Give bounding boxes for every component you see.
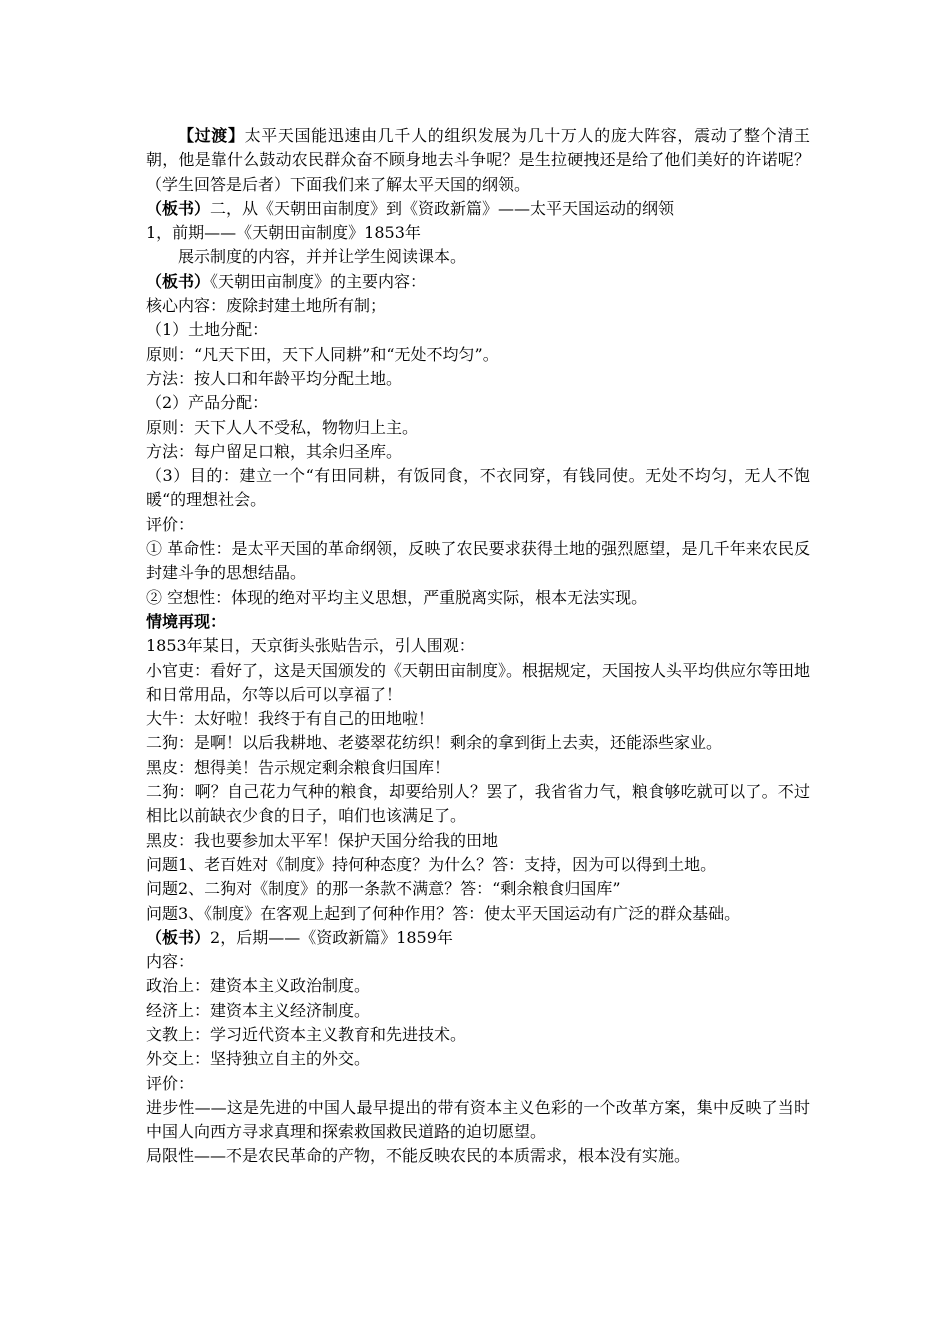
land-method: 方法：按人口和年龄平均分配土地。 <box>146 368 403 388</box>
transition-label: 【过渡】 <box>178 126 245 145</box>
board-label: （板书） <box>146 198 211 218</box>
land-title: （1）土地分配： <box>146 320 269 340</box>
board-text: 2，后期——《资政新篇》1859年 <box>210 927 453 947</box>
question-2: 问题2、二狗对《制度》的那一条款不满意？答：“剩余粮食归国库” <box>146 879 621 899</box>
dialogue-line: 黑皮：想得美！告示规定剩余粮食归国库！ <box>146 757 451 777</box>
board-late-period <box>146 926 810 950</box>
board-main-content <box>146 270 810 294</box>
economy-content: 经济上：建资本主义经济制度。 <box>146 1000 371 1020</box>
limitation-evaluation: 局限性——不是农民革命的产物，不能反映农民的本质需求，根本没有实施。 <box>146 1146 691 1166</box>
utopian-evaluation: ② 空想性：体现的绝对平均主义思想，严重脱离实际，根本无法实现。 <box>146 587 648 607</box>
culture-content: 文教上：学习近代资本主义教育和先进技术。 <box>146 1024 467 1044</box>
dialogue-line: 黑皮：我也要参加太平军！保护天国分给我的田地 <box>146 830 499 850</box>
dialogue-line: 小官吏：看好了，这是天国颁发的《天朝田亩制度》。根据规定，天国按人头平均供应尔等田地和日常用品，尔等以后可以享福了！ <box>146 660 811 704</box>
show-content-text: 展示制度的内容，并并让学生阅读课本。 <box>178 247 467 267</box>
purpose-text: （3）目的：建立一个“有田同耕，有饭同食，不衣同穿，有钱同使。无处不均匀，无人不饱暖“的理想社会。 <box>146 466 810 510</box>
dialogue-line: 二狗：是啊！以后我耕地、老婆翠花纺织！剩余的拿到街上去卖，还能添些家业。 <box>146 733 723 753</box>
product-principle: 原则：天下人人不受私，物物归上主。 <box>146 417 419 437</box>
diplomacy-content: 外交上：坚持独立自主的外交。 <box>146 1049 371 1069</box>
question-1: 问题1、老百姓对《制度》持何种态度？为什么？答：支持，因为可以得到土地。 <box>146 854 717 874</box>
question-3: 问题3、《制度》在客观上起到了何种作用？答：使太平天国运动有广泛的群众基础。 <box>146 903 741 923</box>
revolutionary-evaluation: ① 革命性：是太平天国的革命纲领，反映了农民要求获得土地的强烈愿望，是几千年来农民反封建斗争的思想结晶。 <box>146 539 810 583</box>
core-content: 核心内容：废除封建土地所有制； <box>146 296 387 316</box>
progressive-evaluation: 进步性——这是先进的中国人最早提出的带有资本主义色彩的一个改革方案，集中反映了当时中国人向西方寻求真理和探索救国救民道路的迫切愿望。 <box>146 1097 810 1142</box>
land-principle: 原则：“凡天下田，天下人同耕”和“无处不均匀”。 <box>146 344 499 364</box>
board-text: 二，从《天朝田亩制度》到《资政新篇》——太平天国运动的纲领 <box>210 198 675 218</box>
scene-title: 情境再现： <box>146 611 227 631</box>
politics-content: 政治上：建资本主义政治制度。 <box>146 976 371 996</box>
content-title: 内容： <box>146 952 195 972</box>
dialogue-line: 二狗：啊？自己花力气种的粮食，却要给别人？罢了，我省省力气，粮食够吃就可以了。不过相比以前缺衣少食的日子，咱们也该满足了。 <box>146 782 810 826</box>
early-period-title: 1，前期——《天朝田亩制度》1853年 <box>146 223 421 243</box>
scene-intro: 1853年某日，天京街头张贴告示，引人围观： <box>146 636 475 656</box>
product-title: （2）产品分配： <box>146 393 269 413</box>
document-page <box>146 124 810 1169</box>
transition-text: 太平天国能迅速由几千人的组织发展为几十万人的庞大阵容，震动了整个清王朝，他是靠什么鼓动农民群众奋不顾身地去斗争呢？是生拉硬拽还是给了他们美好的许诺呢？（学生回答是后者）下面我们来了解太平天国的纲领。 <box>146 126 810 194</box>
dialogue-line: 大牛：太好啦！我终于有自己的田地啦！ <box>146 709 435 729</box>
board-label: （板书） <box>146 927 211 947</box>
evaluation-title: 评价： <box>146 514 195 534</box>
board-label: （板书） <box>146 271 211 291</box>
board-text: 《天朝田亩制度》的主要内容： <box>210 271 427 291</box>
evaluation-title: 评价： <box>146 1073 195 1093</box>
board-heading-2 <box>146 197 810 221</box>
transition-paragraph <box>146 124 810 197</box>
product-method: 方法：每户留足口粮，其余归圣库。 <box>146 441 403 461</box>
